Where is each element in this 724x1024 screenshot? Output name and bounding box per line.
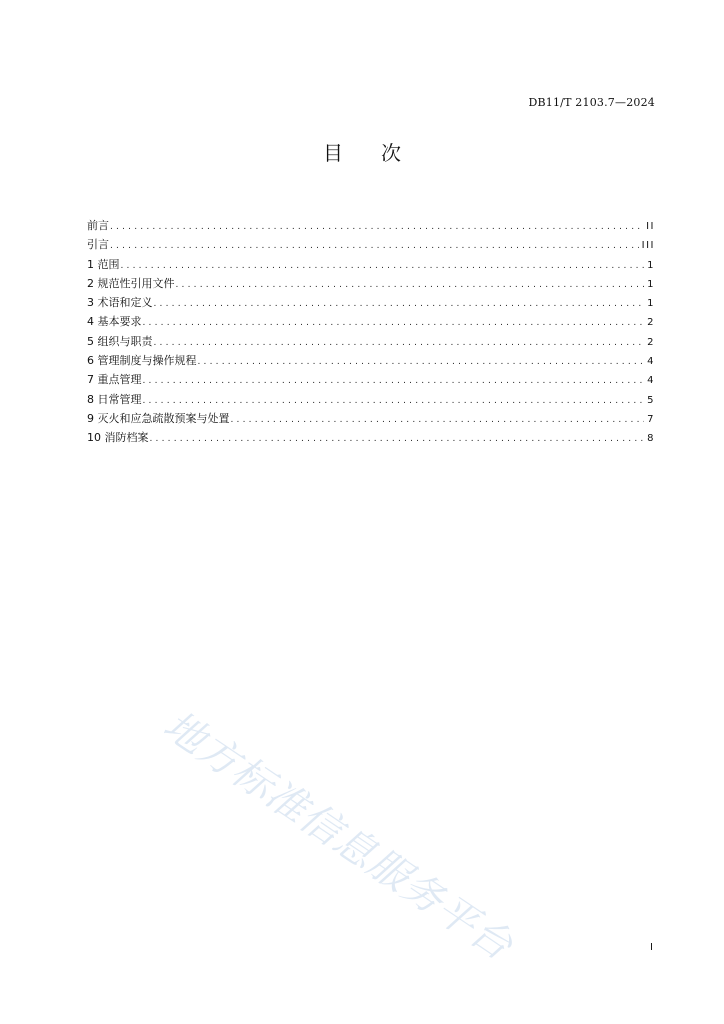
toc-entry-page: 4 <box>647 375 655 387</box>
page-number: I <box>650 942 653 953</box>
toc-leader-dots <box>150 430 645 449</box>
toc-leader-dots <box>143 372 645 391</box>
toc-entry-organization-responsibilities[interactable] <box>87 332 655 351</box>
toc-leader-dots <box>198 353 645 372</box>
document-code: DB11/T 2103.7—2024 <box>528 96 655 109</box>
toc-entry-page: 8 <box>647 433 655 445</box>
toc-entry-label: 4 基本要求 <box>87 315 142 329</box>
toc-entry-page: 5 <box>647 394 655 406</box>
toc-title-part1: 目 <box>323 141 343 165</box>
toc-leader-dots <box>143 314 645 333</box>
toc-leader-dots <box>154 334 645 353</box>
toc-leader-dots <box>176 276 645 295</box>
toc-entry-terms-definitions[interactable] <box>87 293 655 312</box>
toc-entry-key-management[interactable] <box>87 370 655 389</box>
toc-entry-fire-records[interactable] <box>87 428 655 447</box>
toc-entry-page: II <box>646 221 655 232</box>
toc-title <box>0 137 724 166</box>
toc-entry-evacuation-plan[interactable] <box>87 409 655 428</box>
toc-entry-label: 9 灭火和应急疏散预案与处置 <box>87 411 230 425</box>
toc-entry-scope[interactable] <box>87 255 655 274</box>
toc-entry-label: 8 日常管理 <box>87 392 142 406</box>
toc-entry-page: 7 <box>647 413 655 425</box>
toc-entry-page: 2 <box>647 317 655 329</box>
table-of-contents <box>87 216 655 448</box>
toc-entry-label: 前言 <box>87 219 109 232</box>
toc-entry-label: 2 规范性引用文件 <box>87 276 175 290</box>
toc-entry-page: 4 <box>647 356 655 368</box>
toc-leader-dots <box>121 257 645 276</box>
toc-entry-normative-references[interactable] <box>87 274 655 293</box>
toc-entry-introduction[interactable] <box>87 235 655 254</box>
toc-entry-page: 1 <box>647 259 655 271</box>
toc-leader-dots <box>110 237 639 256</box>
toc-entry-label: 引言 <box>87 238 109 252</box>
toc-entry-label: 5 组织与职责 <box>87 334 153 348</box>
toc-entry-page: III <box>641 240 655 252</box>
toc-entry-management-rules[interactable] <box>87 351 655 370</box>
toc-entry-label: 7 重点管理 <box>87 373 142 387</box>
toc-entry-basic-requirements[interactable] <box>87 312 655 331</box>
toc-entry-page: 1 <box>647 278 655 290</box>
toc-entry-label: 6 管理制度与操作规程 <box>87 354 197 368</box>
toc-entry-label: 1 范围 <box>87 257 120 271</box>
toc-leader-dots <box>154 295 645 314</box>
toc-entry-page: 1 <box>647 298 655 310</box>
toc-entry-foreword[interactable] <box>87 216 655 235</box>
toc-entry-daily-management[interactable] <box>87 390 655 409</box>
watermark: 地方标准信息服务平台 <box>155 702 521 970</box>
toc-leader-dots <box>231 411 645 430</box>
toc-entry-page: 2 <box>647 336 655 348</box>
toc-entry-label: 3 术语和定义 <box>87 296 153 310</box>
toc-title-part2: 次 <box>381 141 401 165</box>
toc-entry-label: 10 消防档案 <box>87 431 149 445</box>
toc-leader-dots <box>110 218 643 237</box>
